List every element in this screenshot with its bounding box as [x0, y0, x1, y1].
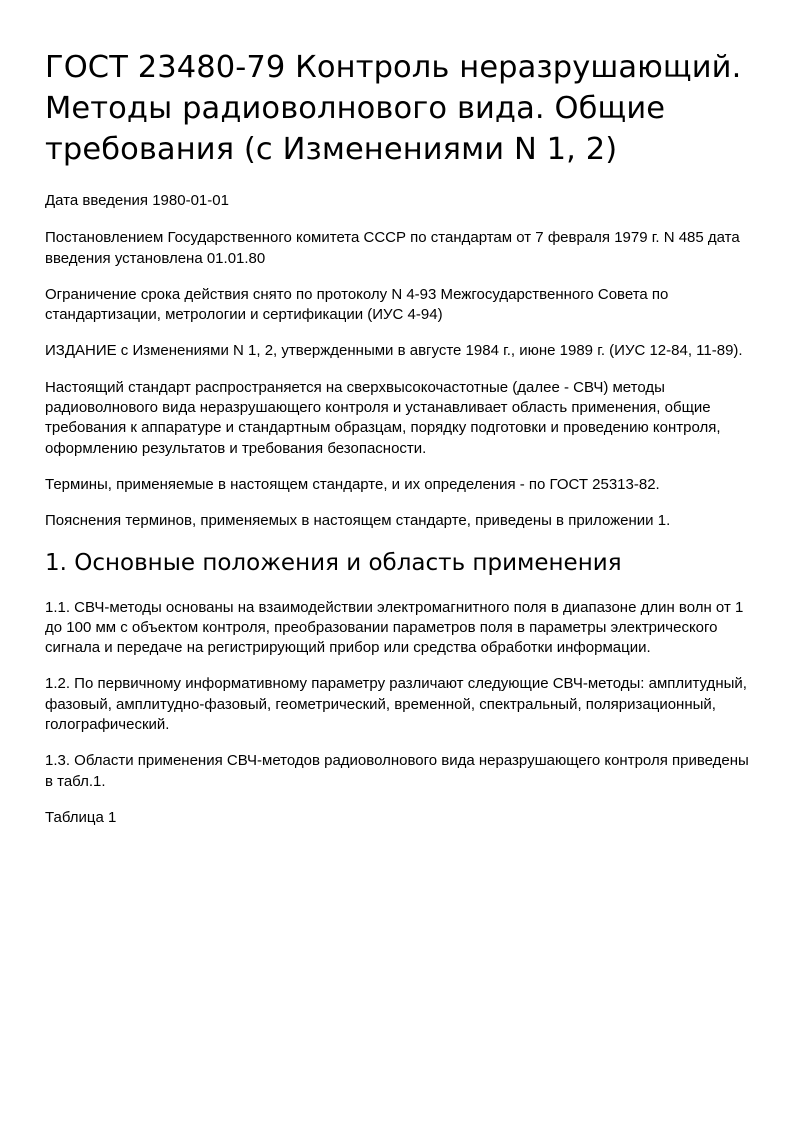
decree-paragraph: Постановлением Государственного комитета СССР по стандартам от 7 февраля 1979 г. N 485 дата введения установлена 01.01.80 — [45, 229, 740, 267]
clause-1-1: 1.1. СВЧ-методы основаны на взаимодействии электромагнитного поля в диапазоне длин волн от 1 до 100 мм с объектом контроля, преобразовании параметров поля в параметры электрического сигнала и передаче на регистрирующий прибор или средства обработки информации. — [45, 598, 744, 657]
scope-paragraph: Настоящий стандарт распространяется на сверхвысокочастотные (далее - СВЧ) методы радиоволнового вида неразрушающего контроля и устанавливает область применения, общие требования к аппаратуре и стандартным образцам, порядку подготовки и проведению контроля, оформлению результатов и требования безопасности. — [45, 378, 721, 457]
edition-paragraph: ИЗДАНИЕ с Изменениями N 1, 2, утвержденными в августе 1984 г., июне 1989 г. (ИУС 12-84, 11-89). — [45, 342, 743, 360]
document-title: ГОСТ 23480-79 Контроль неразрушающий. Методы радиоволнового вида. Общие требования (с Изменениями N 1, 2) — [45, 50, 742, 167]
section-1-heading: 1. Основные положения и область применения — [45, 549, 622, 576]
explanations-paragraph: Пояснения терминов, применяемых в настоящем стандарте, приведены в приложении 1. — [45, 512, 671, 530]
document-page — [45, 47, 750, 828]
limitation-paragraph: Ограничение срока действия снято по протоколу N 4-93 Межгосударственного Совета по стандартизации, метрологии и сертификации (ИУС 4-94) — [45, 285, 669, 324]
table-caption: Таблица 1 — [45, 808, 117, 826]
terms-paragraph: Термины, применяемые в настоящем стандарте, и их определения - по ГОСТ 25313-82. — [45, 475, 660, 493]
clause-1-3: 1.3. Области применения СВЧ-методов радиоволнового вида неразрушающего контроля приведены в табл.1. — [45, 752, 749, 790]
clause-1-2: 1.2. По первичному информативному параметру различают следующие СВЧ-методы: амплитудный, фазовый, амплитудно-фазовый, геометрический, временной, спектральный, поляризационный, голографический. — [45, 675, 747, 734]
intro-date: Дата введения 1980-01-01 — [45, 192, 229, 209]
